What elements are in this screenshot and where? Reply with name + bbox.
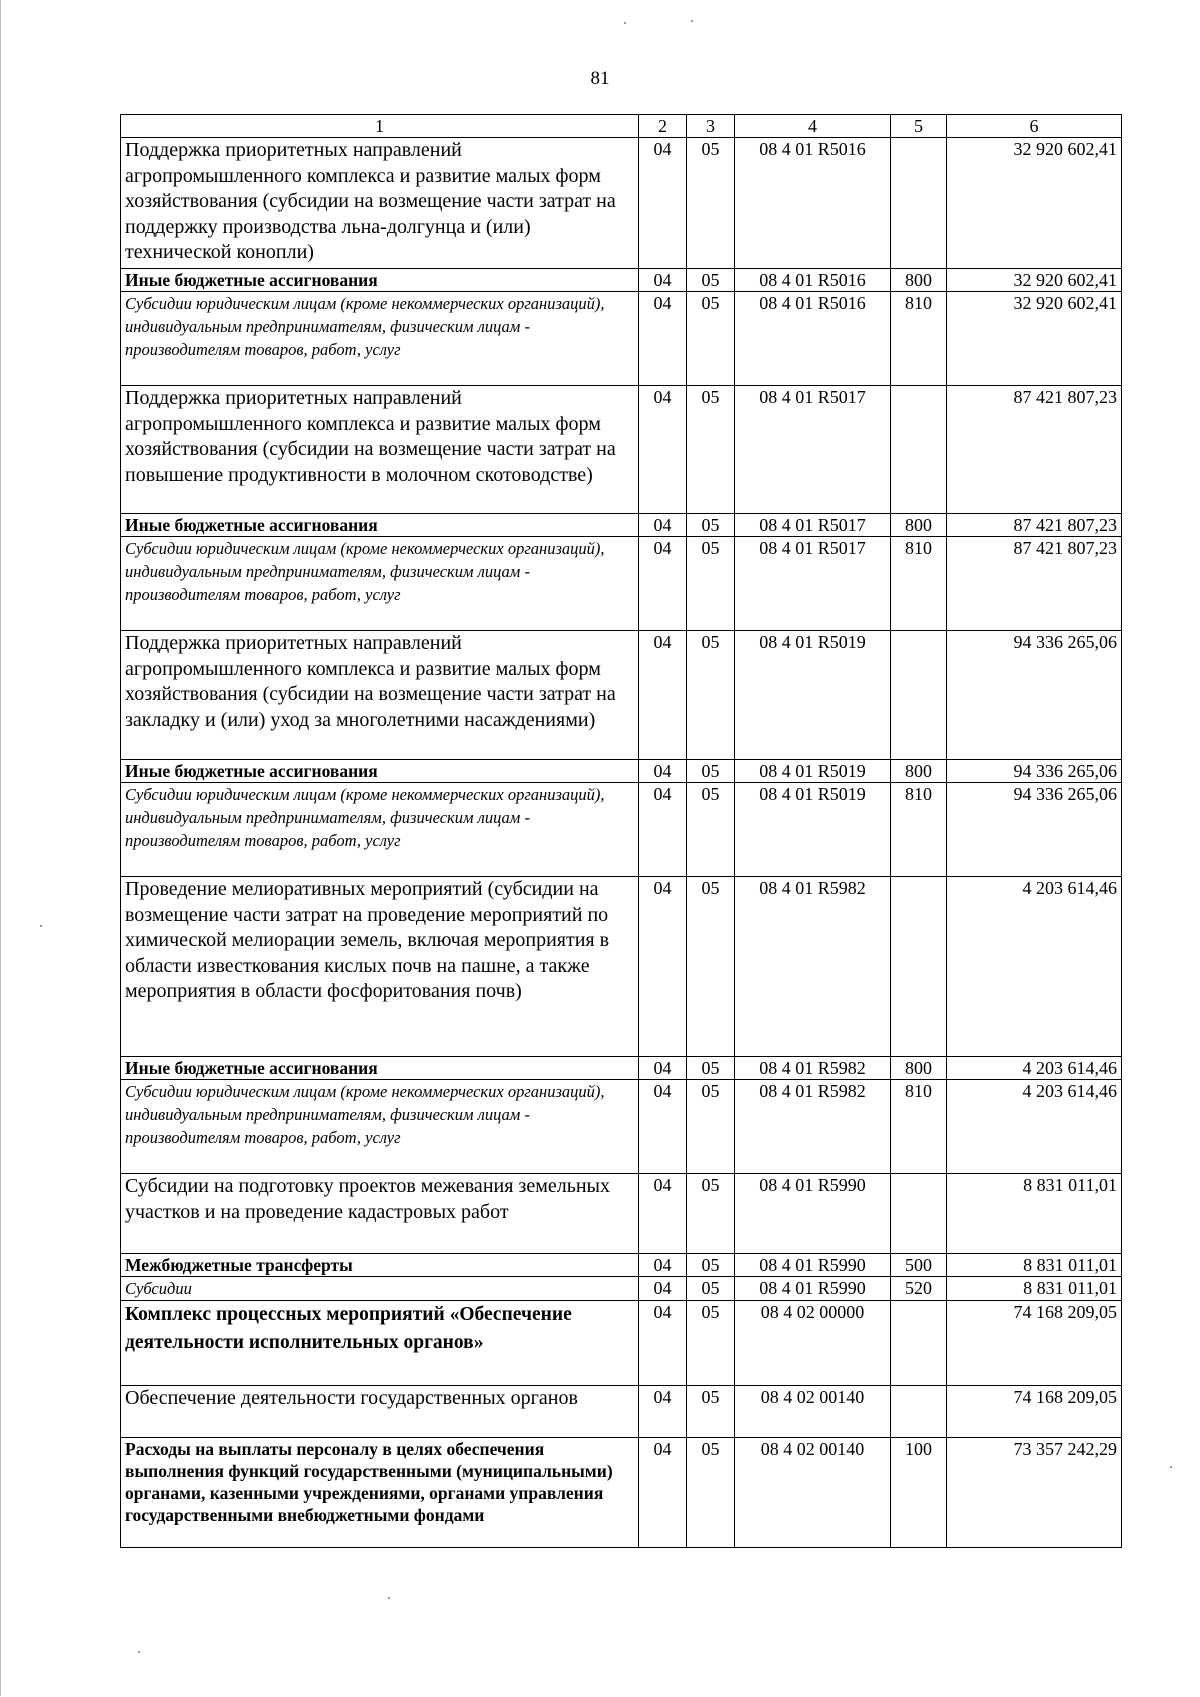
row-target-code: 08 4 02 00000 [735, 1301, 891, 1386]
row-expense-type [891, 1301, 947, 1386]
table-row [121, 386, 1122, 514]
row-section: 04 [639, 138, 687, 269]
row-section: 04 [639, 1254, 687, 1277]
row-expense-type [891, 386, 947, 514]
table-row [121, 1301, 1122, 1386]
table-row [121, 1080, 1122, 1174]
column-header: 6 [947, 115, 1122, 138]
row-subsection: 05 [687, 1174, 735, 1254]
table-row [121, 1057, 1122, 1080]
row-amount: 87 421 807,23 [947, 386, 1122, 514]
row-subsection: 05 [687, 1277, 735, 1301]
column-header: 4 [735, 115, 891, 138]
table-row [121, 1386, 1122, 1438]
row-section: 04 [639, 269, 687, 292]
scan-speck [691, 20, 693, 22]
row-name: Иные бюджетные ассигнования [121, 760, 639, 783]
row-section: 04 [639, 1057, 687, 1080]
row-subsection: 05 [687, 1057, 735, 1080]
row-name: Межбюджетные трансферты [121, 1254, 639, 1277]
column-header: 2 [639, 115, 687, 138]
row-target-code: 08 4 01 R5019 [735, 631, 891, 760]
row-target-code: 08 4 01 R5016 [735, 269, 891, 292]
row-amount: 8 831 011,01 [947, 1174, 1122, 1254]
scan-speck [624, 22, 626, 24]
scan-speck [40, 925, 42, 927]
row-target-code: 08 4 02 00140 [735, 1438, 891, 1548]
row-amount: 4 203 614,46 [947, 1080, 1122, 1174]
row-amount: 73 357 242,29 [947, 1438, 1122, 1548]
row-subsection: 05 [687, 1080, 735, 1174]
scan-speck [138, 1651, 140, 1653]
row-subsection: 05 [687, 1301, 735, 1386]
row-expense-type: 800 [891, 760, 947, 783]
budget-table [120, 114, 1122, 1548]
row-amount: 4 203 614,46 [947, 1057, 1122, 1080]
row-subsection: 05 [687, 877, 735, 1057]
table-row [121, 269, 1122, 292]
row-expense-type [891, 1386, 947, 1438]
row-section: 04 [639, 631, 687, 760]
table-row [121, 631, 1122, 760]
row-expense-type [891, 1174, 947, 1254]
table-row [121, 514, 1122, 537]
row-name: Обеспечение деятельности государственных органов [121, 1386, 639, 1438]
row-target-code: 08 4 01 R5019 [735, 783, 891, 877]
row-target-code: 08 4 01 R5990 [735, 1277, 891, 1301]
row-amount: 74 168 209,05 [947, 1386, 1122, 1438]
table-row [121, 760, 1122, 783]
row-amount: 87 421 807,23 [947, 514, 1122, 537]
row-subsection: 05 [687, 783, 735, 877]
row-subsection: 05 [687, 760, 735, 783]
row-expense-type: 810 [891, 537, 947, 631]
row-subsection: 05 [687, 292, 735, 386]
column-header: 3 [687, 115, 735, 138]
row-name: Иные бюджетные ассигнования [121, 269, 639, 292]
table-row [121, 292, 1122, 386]
row-name: Субсидии [121, 1277, 639, 1301]
row-subsection: 05 [687, 269, 735, 292]
table-header-row [121, 115, 1122, 138]
row-target-code: 08 4 01 R5016 [735, 138, 891, 269]
row-target-code: 08 4 01 R5990 [735, 1174, 891, 1254]
column-header: 5 [891, 115, 947, 138]
row-expense-type: 500 [891, 1254, 947, 1277]
row-amount: 74 168 209,05 [947, 1301, 1122, 1386]
row-name: Проведение мелиоративных мероприятий (субсидии на возмещение части затрат на проведение мероприятий по химической мелиорации земель, включая мероприятия в области известкования кислых почв на пашне, а также мероприятия в области фосфоритования почв) [121, 877, 639, 1057]
table-row [121, 1174, 1122, 1254]
row-section: 04 [639, 1386, 687, 1438]
row-name: Субсидии на подготовку проектов межевания земельных участков и на проведение кадастровых работ [121, 1174, 639, 1254]
row-section: 04 [639, 1080, 687, 1174]
row-amount: 4 203 614,46 [947, 877, 1122, 1057]
page-number: 81 [590, 68, 610, 89]
row-section: 04 [639, 1438, 687, 1548]
row-subsection: 05 [687, 138, 735, 269]
row-expense-type: 800 [891, 1057, 947, 1080]
row-amount: 8 831 011,01 [947, 1277, 1122, 1301]
row-expense-type: 810 [891, 292, 947, 386]
row-subsection: 05 [687, 1254, 735, 1277]
row-expense-type: 800 [891, 514, 947, 537]
table-row [121, 1277, 1122, 1301]
row-subsection: 05 [687, 514, 735, 537]
table-row [121, 537, 1122, 631]
row-section: 04 [639, 292, 687, 386]
row-expense-type: 100 [891, 1438, 947, 1548]
row-section: 04 [639, 386, 687, 514]
row-amount: 32 920 602,41 [947, 138, 1122, 269]
row-section: 04 [639, 783, 687, 877]
row-target-code: 08 4 01 R5982 [735, 1080, 891, 1174]
row-name: Расходы на выплаты персоналу в целях обеспечения выполнения функций государственными (муниципальными) органами, казенными учреждениями, органами управления государственными внебюджетными фондами [121, 1438, 639, 1548]
row-name: Субсидии юридическим лицам (кроме некоммерческих организаций), индивидуальным предпринимателям, физическим лицам - производителям товаров, работ, услуг [121, 1080, 639, 1174]
row-amount: 32 920 602,41 [947, 269, 1122, 292]
table-row [121, 138, 1122, 269]
row-section: 04 [639, 1301, 687, 1386]
row-section: 04 [639, 760, 687, 783]
row-name: Иные бюджетные ассигнования [121, 1057, 639, 1080]
row-target-code: 08 4 01 R5019 [735, 760, 891, 783]
row-expense-type [891, 138, 947, 269]
row-target-code: 08 4 01 R5017 [735, 386, 891, 514]
row-name: Субсидии юридическим лицам (кроме некоммерческих организаций), индивидуальным предпринимателям, физическим лицам - производителям товаров, работ, услуг [121, 783, 639, 877]
row-target-code: 08 4 01 R5982 [735, 1057, 891, 1080]
table-row [121, 1438, 1122, 1548]
row-target-code: 08 4 01 R5017 [735, 514, 891, 537]
row-target-code: 08 4 01 R5017 [735, 537, 891, 631]
row-expense-type: 810 [891, 783, 947, 877]
row-expense-type: 810 [891, 1080, 947, 1174]
row-amount: 94 336 265,06 [947, 783, 1122, 877]
row-name: Поддержка приоритетных направлений агропромышленного комплекса и развитие малых форм хозяйствования (субсидии на возмещение части затрат на закладку и (или) уход за многолетними насаждениями) [121, 631, 639, 760]
row-expense-type: 520 [891, 1277, 947, 1301]
scan-speck [1170, 1466, 1172, 1468]
row-section: 04 [639, 1277, 687, 1301]
row-subsection: 05 [687, 1386, 735, 1438]
row-target-code: 08 4 02 00140 [735, 1386, 891, 1438]
row-target-code: 08 4 01 R5982 [735, 877, 891, 1057]
table-row [121, 783, 1122, 877]
row-section: 04 [639, 1174, 687, 1254]
row-subsection: 05 [687, 537, 735, 631]
row-section: 04 [639, 514, 687, 537]
table-row [121, 1254, 1122, 1277]
row-section: 04 [639, 537, 687, 631]
row-subsection: 05 [687, 631, 735, 760]
row-name: Субсидии юридическим лицам (кроме некоммерческих организаций), индивидуальным предпринимателям, физическим лицам - производителям товаров, работ, услуг [121, 292, 639, 386]
row-amount: 32 920 602,41 [947, 292, 1122, 386]
table-row [121, 877, 1122, 1057]
row-subsection: 05 [687, 386, 735, 514]
row-amount: 8 831 011,01 [947, 1254, 1122, 1277]
row-section: 04 [639, 877, 687, 1057]
row-expense-type: 800 [891, 269, 947, 292]
row-expense-type [891, 877, 947, 1057]
row-amount: 87 421 807,23 [947, 537, 1122, 631]
row-amount: 94 336 265,06 [947, 760, 1122, 783]
scan-speck [388, 1597, 390, 1599]
row-expense-type [891, 631, 947, 760]
row-target-code: 08 4 01 R5016 [735, 292, 891, 386]
row-name: Иные бюджетные ассигнования [121, 514, 639, 537]
row-name: Субсидии юридическим лицам (кроме некоммерческих организаций), индивидуальным предпринимателям, физическим лицам - производителям товаров, работ, услуг [121, 537, 639, 631]
row-subsection: 05 [687, 1438, 735, 1548]
row-name: Комплекс процессных мероприятий «Обеспечение деятельности исполнительных органов» [121, 1301, 639, 1386]
column-header: 1 [121, 115, 639, 138]
row-name: Поддержка приоритетных направлений агропромышленного комплекса и развитие малых форм хозяйствования (субсидии на возмещение части затрат на повышение продуктивности в молочном скотоводстве) [121, 386, 639, 514]
row-target-code: 08 4 01 R5990 [735, 1254, 891, 1277]
row-amount: 94 336 265,06 [947, 631, 1122, 760]
row-name: Поддержка приоритетных направлений агропромышленного комплекса и развитие малых форм хозяйствования (субсидии на возмещение части затрат на поддержку производства льна-долгунца и (или) технической конопли) [121, 138, 639, 269]
